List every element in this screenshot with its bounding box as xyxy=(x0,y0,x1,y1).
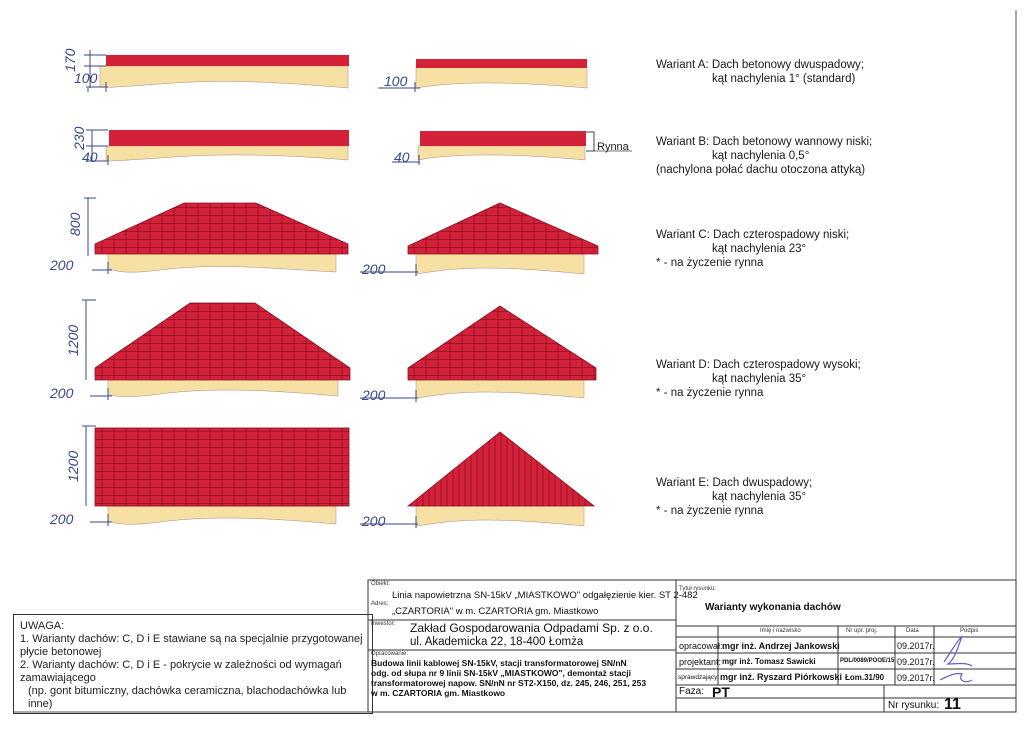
variant-a-drawing xyxy=(62,48,587,92)
drawing-title-label: Tytuł rysunku: xyxy=(679,586,717,592)
note-item: (np. gont bitumiczny, dachówka ceramiczna, blachodachówka lub inne) xyxy=(28,685,347,710)
variant-c-note: * - na życzenie rynna xyxy=(656,257,764,269)
variant-d-drawing xyxy=(49,300,596,403)
row-name: mgr inż. Andrzej Jankowski xyxy=(722,641,840,651)
variant-e-description xyxy=(656,476,812,518)
variant-a-title: Wariant A: Dach betonowy dwuspadowy; xyxy=(656,59,864,71)
variant-d-eave-dim: 200 xyxy=(50,385,74,401)
variant-a-eave-dim-2: 100 xyxy=(384,73,408,89)
study-line: transformatorowej napow. SN/nN nr ST2-X150, dz. 245, 246, 251, 253 xyxy=(371,678,647,688)
object-label: Obiekt: xyxy=(371,581,391,587)
study-line: Budowa linii kablowej SN-15kV, stacji transformatorowej SN/nN xyxy=(371,658,627,668)
notes-box xyxy=(13,614,373,714)
variant-e-slope: kąt nachylenia 35° xyxy=(712,491,807,503)
row-role: opracował: xyxy=(679,641,723,651)
study-label: Opracowanie: xyxy=(371,651,409,657)
investor-name: Zakład Gospodarowania Odpadami Sp. z o.o. xyxy=(410,621,653,635)
variant-e-note: * - na życzenie rynna xyxy=(656,505,764,517)
object-value: Linia napowietrzna SN-15kV „MIASTKOWO" odgałęzienie kier. ST 2-482 xyxy=(392,590,698,601)
variant-a-eave-dim: 100 xyxy=(74,70,98,86)
row-license: Łom.31/90 xyxy=(845,673,885,682)
signature-1 xyxy=(944,636,972,666)
variant-b-eave-dim: 40 xyxy=(82,149,98,165)
variant-c-height-dim: 800 xyxy=(67,212,83,236)
col-name-header: Imię i nazwisko xyxy=(760,628,801,634)
variant-d-eave-dim-2: 200 xyxy=(362,387,386,403)
variant-d-note: * - na życzenie rynna xyxy=(656,387,764,399)
phase-label: Faza: xyxy=(679,686,705,697)
row-date: 09.2017r. xyxy=(897,641,935,651)
notes-title: UWAGA: xyxy=(20,620,65,632)
row-role: sprawdzający: xyxy=(678,674,720,681)
row-name: mgr inż. Ryszard Piórkowski xyxy=(720,672,843,682)
variant-a-height-dim: 170 xyxy=(62,48,78,72)
col-sign-header: Podpis xyxy=(960,628,979,634)
row-license: PDL/0089/POOE/15 xyxy=(840,658,895,664)
variant-e-eave-dim-2: 200 xyxy=(362,513,386,529)
investor-address: ul. Akademicka 22, 18-400 Łomża xyxy=(410,636,584,648)
variant-c-drawing xyxy=(49,198,598,277)
variant-c-eave-dim-2: 200 xyxy=(362,261,386,277)
row-name: mgr inż. Tomasz Sawicki xyxy=(722,657,816,666)
variant-d-height-dim: 1200 xyxy=(65,324,81,356)
note-item: 2. Warianty dachów: C, D i E - pokrycie w zależności od wymagań zamawiającego xyxy=(20,659,342,684)
phase-value: PT xyxy=(712,684,730,700)
row-date: 09.2017r. xyxy=(897,657,935,667)
variant-e-drawing xyxy=(49,426,594,529)
drawing-number: 11 xyxy=(944,696,961,713)
variant-b-title: Wariant B: Dach betonowy wannowy niski; xyxy=(656,136,873,148)
variant-a-description xyxy=(656,58,864,86)
col-date-header: Data xyxy=(906,628,919,634)
gutter-label: Rynna xyxy=(597,141,629,153)
study-description xyxy=(371,658,646,698)
variant-d-title: Wariant D: Dach czterospadowy wysoki; xyxy=(656,359,861,371)
variant-d-slope: kąt nachylenia 35° xyxy=(712,373,807,385)
variant-b-drawing xyxy=(71,126,632,165)
variant-d-description xyxy=(656,358,861,400)
study-line: odg. od słupa nr 9 linii SN-15kV „MIASTKOWO", demontaż stacji xyxy=(371,668,632,678)
variant-e-title: Wariant E: Dach dwuspadowy; xyxy=(656,477,813,489)
address-label: Adres: xyxy=(371,601,389,607)
note-item: 1. Warianty dachów: C, D i E stawiane są na specjalnie przygotowanej płycie betonowej xyxy=(20,633,363,658)
signature-2 xyxy=(940,673,972,681)
variant-c-eave-dim: 200 xyxy=(50,257,74,273)
col-license-header: Nr upr. proj. xyxy=(846,628,878,634)
variant-c-description xyxy=(656,228,849,270)
study-line: w m. CZARTORIA gm. Miastkowo xyxy=(371,688,506,698)
address-value: „CZARTORIA" w m. CZARTORIA gm. Miastkowo xyxy=(392,606,599,617)
variant-a-slope: kąt nachylenia 1° (standard) xyxy=(712,73,856,85)
variant-e-eave-dim: 200 xyxy=(50,511,74,527)
row-date: 09.2017r. xyxy=(897,673,935,683)
variant-b-description xyxy=(656,135,872,177)
investor-label: Inwestor: xyxy=(371,621,396,627)
drawing-number-label: Nr rysunku: xyxy=(888,700,940,711)
variant-c-slope: kąt nachylenia 23° xyxy=(712,243,807,255)
drawing-title: Warianty wykonania dachów xyxy=(705,602,841,613)
variant-b-note: (nachylona połać dachu otoczona attyką) xyxy=(656,164,866,176)
variant-e-height-dim: 1200 xyxy=(65,450,81,482)
variant-c-title: Wariant C: Dach czterospadowy niski; xyxy=(656,229,850,241)
row-role: projektant: xyxy=(679,657,722,667)
variant-b-height-dim: 230 xyxy=(71,126,87,150)
variant-b-eave-dim-2: 40 xyxy=(394,149,410,165)
variant-b-slope: kąt nachylenia 0,5° xyxy=(712,150,810,162)
